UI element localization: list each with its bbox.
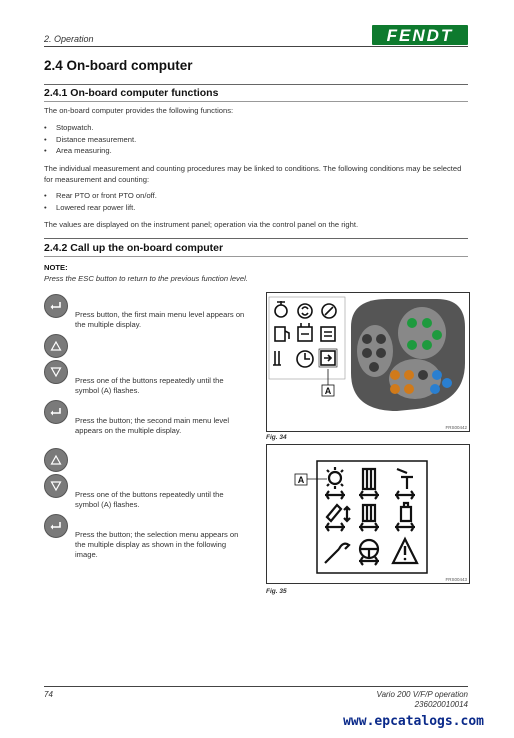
fendt-logo — [372, 24, 468, 46]
enter-button — [44, 400, 68, 424]
enter-icon — [49, 519, 63, 533]
page-number: 74 — [44, 690, 53, 699]
step-1: Press button, the first main menu level appears on the multiple display. — [75, 310, 245, 329]
sub1-title-underline — [44, 101, 468, 102]
enter-button — [44, 514, 68, 538]
selection-menu-illustration — [267, 445, 469, 583]
footer-code: 236020010014 — [414, 700, 468, 709]
figure-35 — [266, 444, 470, 584]
figure-34-id: FRS00442 — [445, 425, 467, 430]
enter-button — [44, 294, 68, 318]
sub1-para2: The individual measurement and counting procedures may be linked to conditions. The following conditions may be selected for measurement and counting: — [44, 164, 462, 184]
figure-35-id: FRS00443 — [445, 577, 467, 582]
sub2-title-underline — [44, 256, 468, 257]
sub2-title: 2.4.2 Call up the on-board computer — [44, 242, 224, 254]
note-text: Press the ESC button to return to the previous function level. — [44, 274, 248, 283]
sub1-intro: The on-board computer provides the following functions: — [44, 106, 234, 115]
condition-item: • Rear PTO or front PTO on/off. — [44, 190, 468, 202]
note-label: NOTE: — [44, 263, 68, 272]
triangle-down-icon — [49, 365, 63, 379]
header-rule — [44, 46, 468, 47]
display-and-control-panel-illustration — [267, 293, 469, 431]
section-title: 2.4 On-board computer — [44, 58, 193, 73]
condition-item: • Lowered rear power lift. — [44, 202, 468, 214]
function-item: • Area measuring. — [44, 145, 468, 157]
figure-34-label-A: A — [324, 386, 332, 396]
sub1-title: 2.4.1 On-board computer functions — [44, 87, 219, 99]
step-2: Press one of the buttons repeatedly until the symbol (A) flashes. — [75, 376, 224, 395]
header-chapter: 2. Operation — [44, 34, 94, 44]
condition-list — [44, 190, 468, 213]
function-item: • Stopwatch. — [44, 122, 468, 134]
step-5: Press the button; the selection menu appears on the multiple display as shown in the following image. — [75, 530, 239, 559]
function-list — [44, 122, 468, 157]
up-button — [44, 448, 68, 472]
figure-35-caption: Fig. 35 — [266, 588, 287, 595]
figure-34 — [266, 292, 470, 432]
figure-35-label-A: A — [297, 475, 305, 485]
footer-rule — [44, 686, 468, 687]
enter-icon — [49, 405, 63, 419]
sub2-rule — [44, 238, 468, 239]
sub1-para3: The values are displayed on the instrument panel; operation via the control panel on the right. — [44, 220, 359, 229]
step-3: Press the button; the second main menu level appears on the multiple display. — [75, 416, 230, 435]
footer-title: Vario 200 V/F/P operation — [376, 690, 468, 699]
triangle-up-icon — [49, 339, 63, 353]
enter-icon — [49, 299, 63, 313]
function-item: • Distance measurement. — [44, 134, 468, 146]
watermark: www.epcatalogs.com — [343, 714, 484, 729]
down-button — [44, 360, 68, 384]
down-button — [44, 474, 68, 498]
triangle-down-icon — [49, 479, 63, 493]
up-button — [44, 334, 68, 358]
figure-34-caption: Fig. 34 — [266, 434, 287, 441]
step-4: Press one of the buttons repeatedly until the symbol (A) flashes. — [75, 490, 224, 509]
triangle-up-icon — [49, 453, 63, 467]
svg-text:FENDT: FENDT — [386, 26, 454, 45]
sub1-rule — [44, 84, 468, 85]
